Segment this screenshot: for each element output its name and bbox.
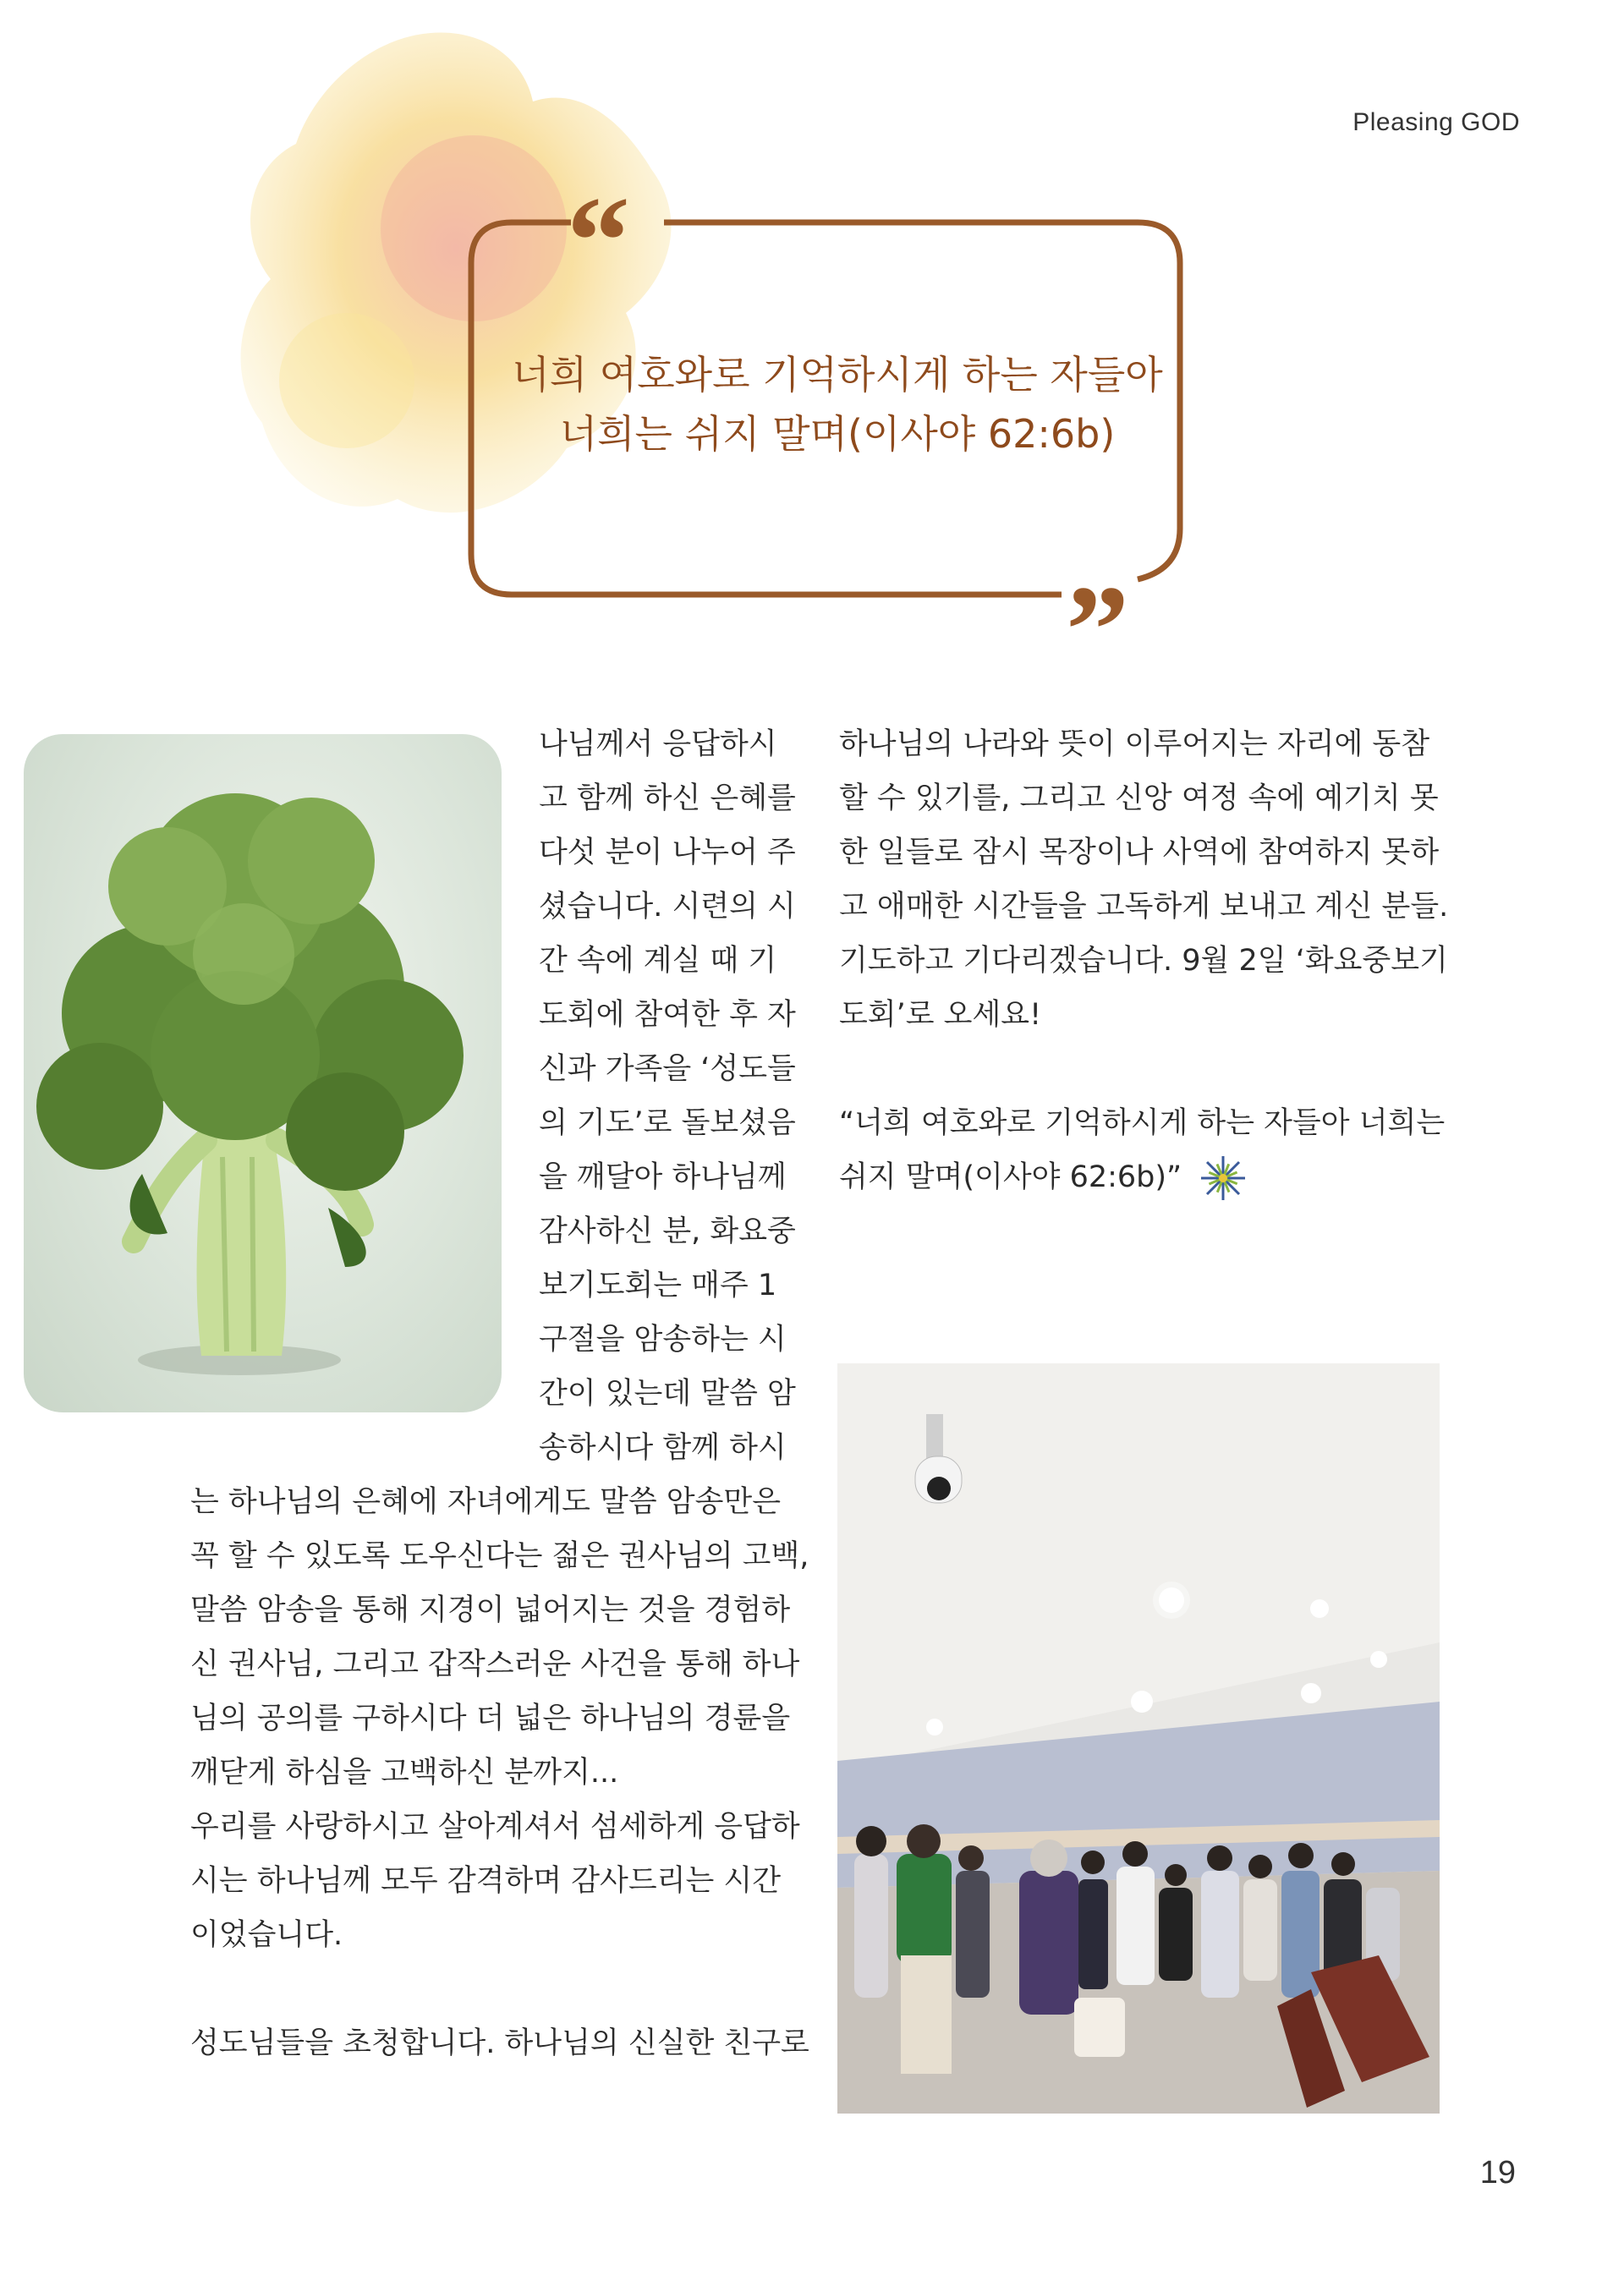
- text-line: 보기도회는 매주 1: [539, 1269, 777, 1302]
- text-line: 구절을 암송하는 시: [539, 1323, 787, 1357]
- text-line: 신 권사님, 그리고 갑작스러운 사건을 통해 하나: [190, 1648, 800, 1681]
- text-line: 시는 하나님께 모두 감격하며 감사드리는 시간: [190, 1864, 782, 1898]
- text-line: 고 애매한 시간들을 고독하게 보내고 계신 분들.: [839, 890, 1449, 924]
- text-line: 한 일들로 잠시 목장이나 사역에 참여하지 못하: [839, 836, 1440, 869]
- text-line: 성도님들을 초청합니다. 하나님의 신실한 친구로: [190, 2026, 809, 2060]
- text-line: 쉬지 말며(이사야 62:6b)”: [839, 1160, 1182, 1194]
- text-line: 말씀 암송을 통해 지경이 넓어지는 것을 경험하: [190, 1593, 791, 1627]
- text-line: 는 하나님의 은혜에 자녀에게도 말씀 암송만은: [190, 1485, 782, 1519]
- text-line: [839, 1042, 1440, 1096]
- right-column-text: [839, 717, 1449, 1204]
- starburst-ornament-icon: [1198, 1153, 1248, 1204]
- text-line: 이었습니다.: [190, 1918, 343, 1952]
- prayer-meeting-photo: [837, 1363, 1440, 2114]
- left-column-narrow-text: [539, 717, 796, 1475]
- page-number: 19: [1479, 2155, 1516, 2191]
- text-line: 하나님의 나라와 뜻이 이루어지는 자리에 동참: [839, 727, 1430, 761]
- text-line: 나님께서 응답하시: [539, 727, 777, 761]
- text-line: 할 수 있기를, 그리고 신앙 여정 속에 예기치 못: [839, 781, 1439, 815]
- section-header: Pleasing GOD: [1352, 108, 1520, 136]
- text-line: [190, 1962, 793, 2016]
- text-line: 간이 있는데 말씀 암: [539, 1377, 796, 1411]
- text-line-with-ornament: [839, 1150, 1440, 1204]
- text-line: 의 기도’로 돌보셨음: [539, 1106, 796, 1140]
- pull-quote-line: 너희 여호와로 기억하시게 하는 자들아: [512, 352, 1163, 398]
- broccoli-photo: [24, 734, 502, 1412]
- pull-quote-line: 너희는 쉬지 말며(이사야 62:6b): [559, 411, 1116, 457]
- text-line: 도회’로 오세요!: [839, 998, 1042, 1032]
- open-quote-mark: “: [567, 171, 630, 311]
- pull-quote: [474, 345, 1201, 463]
- text-line: “너희 여호와로 기억하시게 하는 자들아 너희는: [839, 1106, 1446, 1140]
- close-quote-mark: ”: [1066, 560, 1129, 700]
- text-line: 간 속에 계실 때 기: [539, 944, 777, 978]
- text-line: 다섯 분이 나누어 주: [539, 836, 796, 869]
- text-line: 신과 가족을 ‘성도들: [539, 1052, 796, 1086]
- text-line: 기도하고 기다리겠습니다. 9월 2일 ‘화요중보기: [839, 944, 1448, 978]
- text-line: 우리를 사랑하시고 살아계셔서 섬세하게 응답하: [190, 1810, 800, 1844]
- text-line: 감사하신 분, 화요중: [539, 1215, 796, 1248]
- text-line: 을 깨달아 하나님께: [539, 1160, 787, 1194]
- text-line: 깨닫게 하심을 고백하신 분까지...: [190, 1756, 619, 1790]
- text-line: 셨습니다. 시련의 시: [539, 890, 796, 924]
- text-line: 님의 공의를 구하시다 더 넓은 하나님의 경륜을: [190, 1702, 791, 1735]
- text-line: 송하시다 함께 하시: [539, 1431, 787, 1465]
- left-column-wide-text: [190, 1475, 809, 2070]
- text-line: 꼭 할 수 있도록 도우신다는 젊은 권사님의 고백,: [190, 1539, 809, 1573]
- text-line: 도회에 참여한 후 자: [539, 998, 796, 1032]
- text-line: 고 함께 하신 은혜를: [539, 781, 796, 815]
